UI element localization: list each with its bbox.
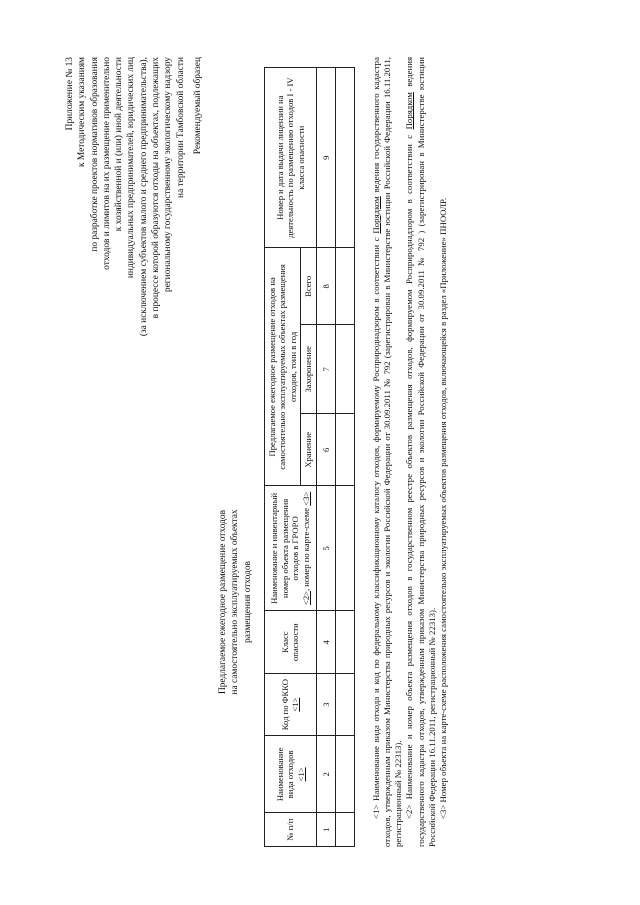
column-number: 7 — [316, 325, 335, 414]
column-number: 2 — [316, 736, 335, 813]
footnote-1-text: <1> Наименование вида отхода и код по федеральному классификационному каталогу отходов, формируемому Росприроднадзором в соответствии с — [370, 233, 381, 819]
footnote-2 — [404, 57, 438, 847]
column-number: 6 — [316, 414, 335, 486]
col-header-object-map-text: , номер по карте-схеме — [300, 507, 311, 592]
document-body — [64, 57, 449, 847]
col-header-annual-placement: Предлагаемое ежегодное размещение отходов на самостоятельно эксплуатируемых объектах размещения отходов, тонн в год — [264, 248, 301, 486]
header-line: индивидуальных предпринимателей, юридических лиц — [126, 57, 137, 279]
table-cell[interactable] — [335, 611, 354, 674]
header-line: (за исключением субъектов малого и среднего предпринимательства), — [138, 57, 149, 337]
header-line: Приложение № 13 — [65, 57, 75, 131]
table-cell[interactable] — [335, 813, 354, 847]
col-header-waste-name — [264, 736, 316, 813]
footnote-ref-1[interactable]: <1> — [290, 697, 301, 712]
header-line: к хозяйственной и (или) иной деятельности — [114, 57, 125, 232]
header-line: на территории Тамбовской области — [175, 57, 186, 198]
footnote-2-text: <2> Наименование и номер объекта размещения отходов в государственном реестре объектов размещения отходов, формируемом Росприроднадзором в соответствии с — [404, 129, 415, 819]
column-number: 8 — [316, 248, 335, 325]
table-cell[interactable] — [335, 68, 354, 248]
header-line: по разработке проектов нормативов образования — [89, 57, 100, 252]
col-header-total: Всего — [301, 248, 317, 325]
table-title — [217, 437, 254, 767]
appendix-header — [64, 57, 187, 477]
col-header-object-name-text: Наименование и инвентарный номер объекта размещения отходов в ГРОРО — [269, 492, 301, 604]
col-header-storage: Хранение — [301, 414, 317, 486]
table-cell[interactable] — [335, 414, 354, 486]
column-number: 9 — [316, 68, 335, 248]
col-header-hazard-class: Класс опасности — [264, 611, 316, 674]
col-header-fkko-code-text: Код по ФККО — [279, 679, 290, 731]
title-line: на самостоятельно эксплуатируемых объектах — [230, 509, 241, 695]
header-line: к Методическим указаниям — [77, 57, 88, 167]
footnote-1 — [371, 57, 405, 847]
title-line: Предлагаемое ежегодное размещение отходов — [217, 509, 228, 695]
header-line: региональному государственному экологическому надзору — [163, 57, 174, 293]
footnote-ref-3[interactable]: <3> — [300, 491, 311, 506]
footnote-3: <3> Номер объекта на карте-схеме расположения самостоятельно эксплуатируемых объектов размещения отходов, включающейся в раздел «Приложение» ПНООЛР. — [438, 197, 449, 819]
table-cell[interactable] — [335, 673, 354, 736]
table-cell[interactable] — [335, 736, 354, 813]
col-header-license: Номер и дата выдачи лицензии на деятельность по размещению отходов I - IV класса опасности — [264, 68, 316, 248]
table-cell[interactable] — [335, 248, 354, 325]
recommended-sample-label: Рекомендуемый образец — [192, 57, 203, 155]
column-number-row — [316, 68, 335, 847]
table-cell[interactable] — [335, 486, 354, 611]
col-header-number: № п/п — [264, 813, 316, 847]
footnote-ref-2[interactable]: <2> — [300, 591, 311, 606]
column-number: 4 — [316, 611, 335, 674]
col-header-object-name — [264, 486, 316, 611]
footnote-1-text-cont: ведения государственного кадастра отходов, утвержденным приказом Министерства природных ресурсов и экологии Российской Федерации от 30.09.2011 № 792 (зарегистрирован в Министерстве юстиции Российской Федерации 16.11.2011, регистрационный № 22313). — [370, 57, 404, 847]
column-number: 3 — [316, 673, 335, 736]
table-cell[interactable] — [335, 325, 354, 414]
table-header-row — [264, 68, 301, 847]
title-line: размещения отходов — [242, 561, 253, 643]
column-number: 1 — [316, 813, 335, 847]
column-number: 5 — [316, 486, 335, 611]
col-header-fkko-code — [264, 673, 316, 736]
footnote-ref-1[interactable]: <1> — [295, 767, 306, 782]
header-line: отходов и лимитов на их размещение применительно — [101, 57, 112, 270]
col-header-waste-name-text: Наименование вида отходов — [274, 747, 296, 802]
col-header-burial: Захоронение — [301, 325, 317, 414]
footnotes — [371, 57, 449, 847]
header-line: в процессе которой образуются отходы на объектах, подлежащих — [151, 57, 162, 319]
procedure-link[interactable]: Порядком — [404, 92, 415, 130]
table-row-empty — [335, 68, 354, 847]
waste-placement-table — [264, 67, 355, 847]
footnote-2-text-cont: ведения государственного кадастра отходов, утвержденным приказом Министерства природных ресурсов и экологии Российской Федерации от 30.09.2011 № 792 ) (зарегистрирован в Министерстве юстиции Российской Федерации 16.11.2011, регистрационный № 22313). — [404, 56, 437, 847]
procedure-link[interactable]: Порядком — [370, 196, 381, 234]
